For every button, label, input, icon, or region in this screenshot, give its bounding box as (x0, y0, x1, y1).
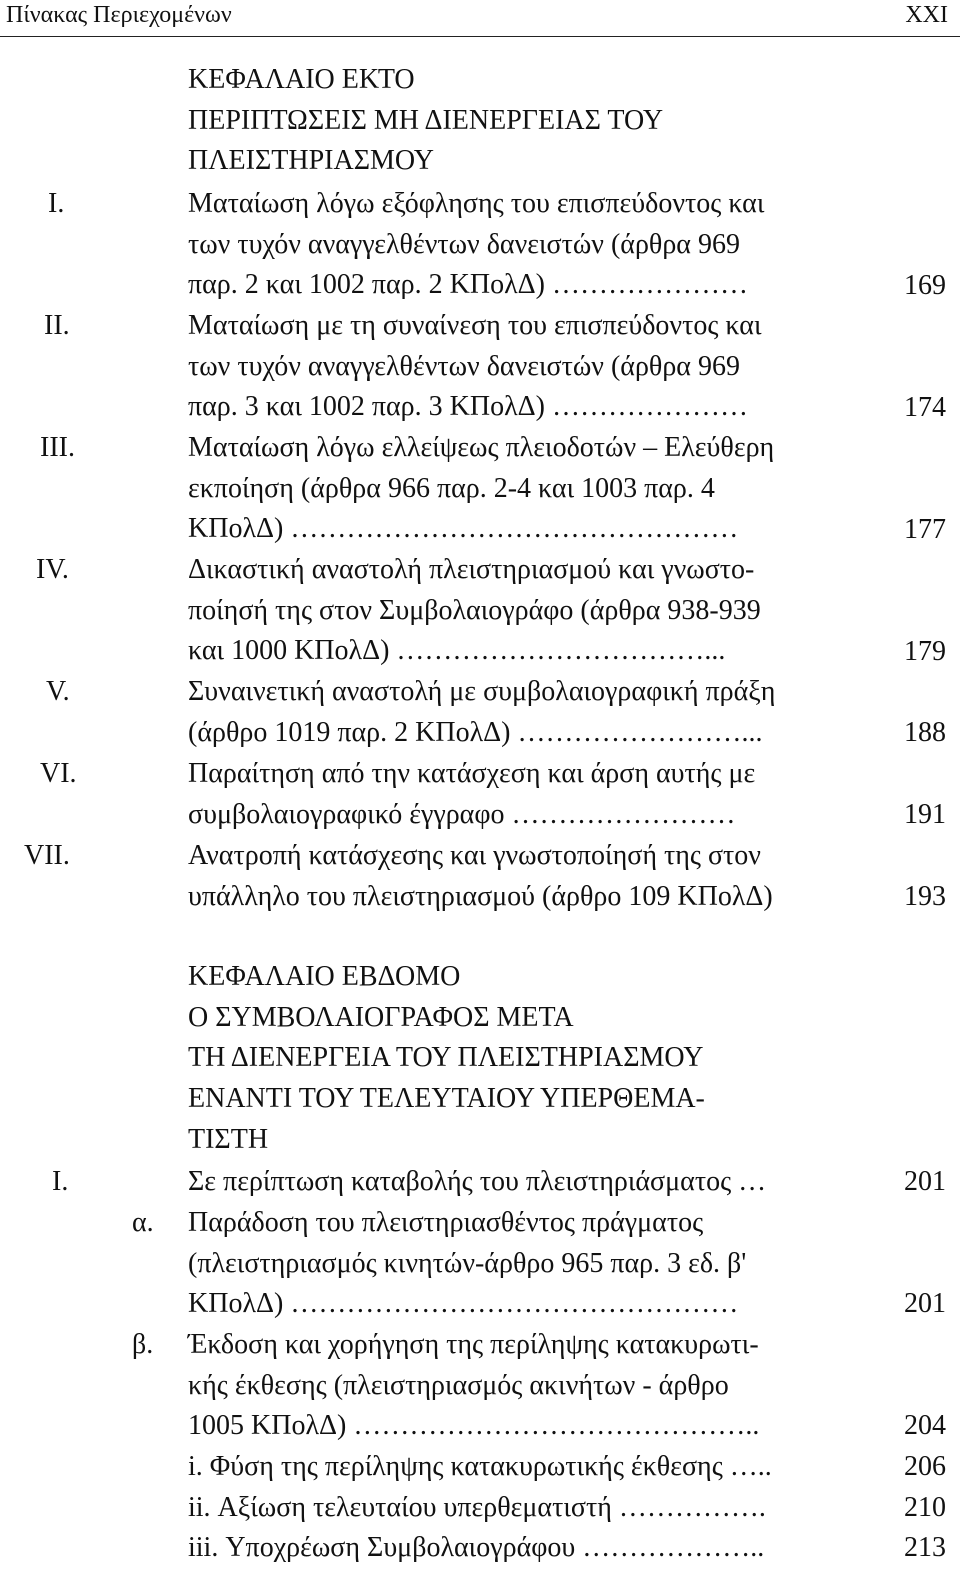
entry-line: Ματαίωση λόγω εξόφλησης του επισπεύδοντος και (188, 188, 765, 219)
entry-line: υπάλληλο του πλειστηριασμού (άρθρο 109 ΚΠολΔ) (188, 880, 773, 912)
entry-line: κής έκθεσης (πλειστηριασμός ακινήτων - άρθρο (188, 1369, 729, 1401)
chapter-7-subtitle-line: ΤΗ ΔΙΕΝΕΡΓΕΙΑ ΤΟΥ ΠΛΕΙΣΤΗΡΙΑΣΜΟΥ (188, 1042, 704, 1074)
entry-line: Παραίτηση από την κατάσχεση και άρση αυτής με (188, 758, 756, 789)
toc-entry[interactable] (188, 1203, 860, 1325)
chapter-7-heading (188, 957, 860, 1161)
entry-page-number: 206 (904, 1451, 946, 1482)
entry-number: α. (132, 1207, 154, 1238)
entry-line: (πλειστηριασμός κινητών-άρθρο 965 παρ. 3 εδ. β' (188, 1247, 747, 1279)
page-header (0, 0, 960, 37)
entry-page-number: 188 (904, 717, 946, 748)
chapter-7-subtitle-line: Ο ΣΥΜΒΟΛΑΙΟΓΡΑΦΟΣ ΜΕΤΑ (188, 1001, 574, 1033)
entry-line: και 1000 ΚΠολΔ) ……………………………... (188, 635, 726, 667)
toc-entry[interactable] (188, 1447, 860, 1488)
entry-number: III. (40, 432, 75, 463)
entry-line: παρ. 3 και 1002 παρ. 3 ΚΠολΔ) ………………… (188, 391, 748, 423)
entry-line: ΚΠολΔ) ………………………………………… (188, 1288, 739, 1320)
toc-entry[interactable] (188, 1488, 860, 1529)
entry-line: ΚΠολΔ) ………………………………………… (188, 513, 739, 545)
toc-entry[interactable] (188, 1325, 860, 1447)
entry-page-number: 213 (904, 1532, 946, 1563)
entry-number: β. (132, 1329, 154, 1360)
entry-line: Ματαίωση με τη συναίνεση του επισπεύδοντος και (188, 310, 762, 341)
entry-line: iii. Υποχρέωση Συμβολαιογράφου ……………….. (188, 1532, 765, 1563)
toc-entry[interactable] (188, 1528, 860, 1569)
entry-line: Παράδοση του πλειστηριασθέντος πράγματος (188, 1207, 704, 1238)
page-number-roman: XXI (905, 2, 948, 28)
entry-number: I. (52, 1166, 69, 1197)
entry-line: Ματαίωση λόγω ελλείψεως πλειοδοτών – Ελεύθερη (188, 432, 775, 463)
entry-page-number: 179 (904, 636, 946, 667)
entry-page-number: 201 (904, 1166, 946, 1197)
entry-page-number: 174 (904, 392, 946, 423)
toc-entry[interactable] (188, 1162, 860, 1203)
entry-number: I. (48, 188, 65, 219)
entry-line: των τυχόν αναγγελθέντων δανειστών (άρθρα 969 (188, 350, 740, 382)
entry-line: εκποίηση (άρθρα 966 παρ. 2-4 και 1003 παρ. 4 (188, 472, 715, 504)
toc-entry[interactable] (188, 672, 860, 753)
entry-page-number: 201 (904, 1288, 946, 1319)
toc-entry[interactable] (188, 306, 860, 428)
entry-line: Έκδοση και χορήγηση της περίληψης κατακυρωτι- (188, 1329, 759, 1360)
entry-page-number: 169 (904, 270, 946, 301)
entry-page-number: 177 (904, 514, 946, 545)
entry-line: ποίησή της στον Συμβολαιογράφο (άρθρα 938-939 (188, 594, 761, 626)
entry-line: Ανατροπή κατάσχεσης και γνωστοποίησή της στον (188, 840, 761, 871)
chapter-7-subtitle-line: ΕΝΑΝΤΙ ΤΟΥ ΤΕΛΕΥΤΑΙΟΥ ΥΠΕΡΘΕΜΑ- (188, 1083, 705, 1115)
chapter-7-title: ΚΕΦΑΛΑΙΟ ΕΒΔΟΜΟ (188, 961, 461, 992)
entry-line: παρ. 2 και 1002 παρ. 2 ΚΠολΔ) ………………… (188, 269, 748, 301)
entry-line: Δικαστική αναστολή πλειστηριασμού και γνωστο- (188, 554, 755, 585)
toc-entry[interactable] (188, 754, 860, 835)
entry-line: 1005 ΚΠολΔ) …………………………………….. (188, 1410, 760, 1442)
toc-entry[interactable] (188, 184, 860, 306)
running-title: Πίνακας Περιεχομένων (6, 2, 232, 28)
entry-page-number: 210 (904, 1492, 946, 1523)
chapter-7-subtitle-line: ΤΙΣΤΗ (188, 1123, 269, 1155)
toc-entry[interactable] (188, 550, 860, 672)
toc-entry[interactable] (188, 428, 860, 550)
entry-line: Συναινετική αναστολή με συμβολαιογραφική πράξη (188, 676, 776, 707)
entry-page-number: 193 (904, 881, 946, 912)
entry-line: των τυχόν αναγγελθέντων δανειστών (άρθρα 969 (188, 228, 740, 260)
entry-line: (άρθρο 1019 παρ. 2 ΚΠολΔ) ……………………... (188, 716, 763, 748)
toc-entry[interactable] (188, 836, 860, 917)
chapter-6-title: ΚΕΦΑΛΑΙΟ ΕΚΤΟ (188, 64, 415, 95)
entry-line: ii. Αξίωση τελευταίου υπερθεματιστή ……………. (188, 1492, 766, 1523)
entry-page-number: 191 (904, 799, 946, 830)
entry-line: i. Φύση της περίληψης κατακυρωτικής έκθεσης ….. (188, 1451, 772, 1482)
chapter-6-subtitle-line: ΠΕΡΙΠΤΩΣΕΙΣ ΜΗ ΔΙΕΝΕΡΓΕΙΑΣ ΤΟΥ (188, 104, 664, 136)
entry-line: συμβολαιογραφικό έγγραφο …………………… (188, 798, 736, 830)
entry-number: VII. (24, 840, 70, 871)
entry-number: IV. (36, 554, 69, 585)
chapter-6-subtitle-line: ΠΛΕΙΣΤΗΡΙΑΣΜΟΥ (188, 145, 434, 177)
entry-page-number: 204 (904, 1410, 946, 1441)
entry-number: II. (44, 310, 70, 341)
chapter-6-heading (188, 60, 860, 182)
entry-line: Σε περίπτωση καταβολής του πλειστηριάσματος … (188, 1166, 767, 1197)
entry-number: VI. (40, 758, 77, 789)
entry-number: V. (46, 676, 70, 707)
